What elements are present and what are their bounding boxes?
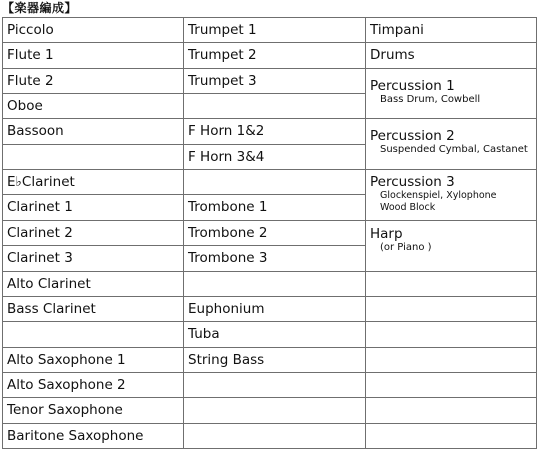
table-cell-col2: F Horn 1&2 — [184, 119, 366, 144]
table-cell-percussion-1 — [366, 69, 537, 120]
harp-detail: (or Piano ) — [380, 241, 432, 253]
table-cell-col2: Euphonium — [184, 297, 366, 322]
table-cell-col1 — [3, 322, 184, 347]
instrumentation-table — [2, 17, 537, 449]
percussion-2-detail: Suspended Cymbal, Castanet — [380, 144, 528, 156]
table-cell-col2: Trumpet 3 — [184, 69, 366, 94]
harp-label: Harp — [370, 225, 403, 242]
table-cell-harp — [366, 221, 537, 272]
section-title: 【楽器編成】 — [2, 1, 78, 15]
table-cell-col2 — [184, 94, 366, 119]
table-cell-col1: Alto Saxophone 1 — [3, 348, 184, 373]
table-cell-col2: String Bass — [184, 348, 366, 373]
table-cell-col2: Trombone 2 — [184, 221, 366, 246]
table-cell-col1: Oboe — [3, 94, 184, 119]
table-cell-col2: Trombone 3 — [184, 246, 366, 271]
percussion-1-detail: Bass Drum, Cowbell — [380, 93, 481, 105]
table-cell-col1: Tenor Saxophone — [3, 398, 184, 423]
table-cell-col2: F Horn 3&4 — [184, 145, 366, 170]
drums-label: Drums — [370, 47, 415, 64]
table-cell-col2 — [184, 373, 366, 398]
table-cell-col2: Trombone 1 — [184, 195, 366, 220]
table-cell-col1: Clarinet 3 — [3, 246, 184, 271]
table-cell-col2: Tuba — [184, 322, 366, 347]
table-cell-col1 — [3, 145, 184, 170]
table-cell-empty — [366, 272, 537, 297]
table-cell-col2 — [184, 398, 366, 423]
table-cell-percussion-3 — [366, 170, 537, 221]
percussion-3-detail-line2: Wood Block — [380, 202, 436, 214]
table-cell-drums — [366, 43, 537, 68]
table-cell-col2: Trumpet 2 — [184, 43, 366, 68]
table-cell-empty — [366, 322, 537, 347]
table-cell-empty — [366, 297, 537, 322]
table-cell-col1: Alto Clarinet — [3, 272, 184, 297]
table-cell-col1: E♭Clarinet — [3, 170, 184, 195]
table-cell-percussion-2 — [366, 119, 537, 170]
table-cell-col2 — [184, 272, 366, 297]
table-cell-col1: Baritone Saxophone — [3, 424, 184, 449]
percussion-2-label: Percussion 2 — [370, 128, 455, 145]
table-cell-empty — [366, 348, 537, 373]
table-cell-col1: Flute 2 — [3, 69, 184, 94]
table-cell-col1: Flute 1 — [3, 43, 184, 68]
table-cell-col1: Alto Saxophone 2 — [3, 373, 184, 398]
table-cell-col1: Piccolo — [3, 18, 184, 43]
table-cell-empty — [366, 424, 537, 449]
table-cell-col1: Bassoon — [3, 119, 184, 144]
table-cell-col2 — [184, 424, 366, 449]
table-cell-col1: Clarinet 1 — [3, 195, 184, 220]
percussion-1-label: Percussion 1 — [370, 77, 455, 94]
percussion-3-label: Percussion 3 — [370, 174, 455, 191]
table-cell-empty — [366, 398, 537, 423]
table-cell-col2: Trumpet 1 — [184, 18, 366, 43]
table-cell-timpani — [366, 18, 537, 43]
table-cell-empty — [366, 373, 537, 398]
percussion-3-detail-line1: Glockenspiel, Xylophone — [380, 190, 497, 202]
table-cell-col2 — [184, 170, 366, 195]
table-cell-col1: Clarinet 2 — [3, 221, 184, 246]
table-cell-col1: Bass Clarinet — [3, 297, 184, 322]
timpani-label: Timpani — [370, 22, 424, 38]
